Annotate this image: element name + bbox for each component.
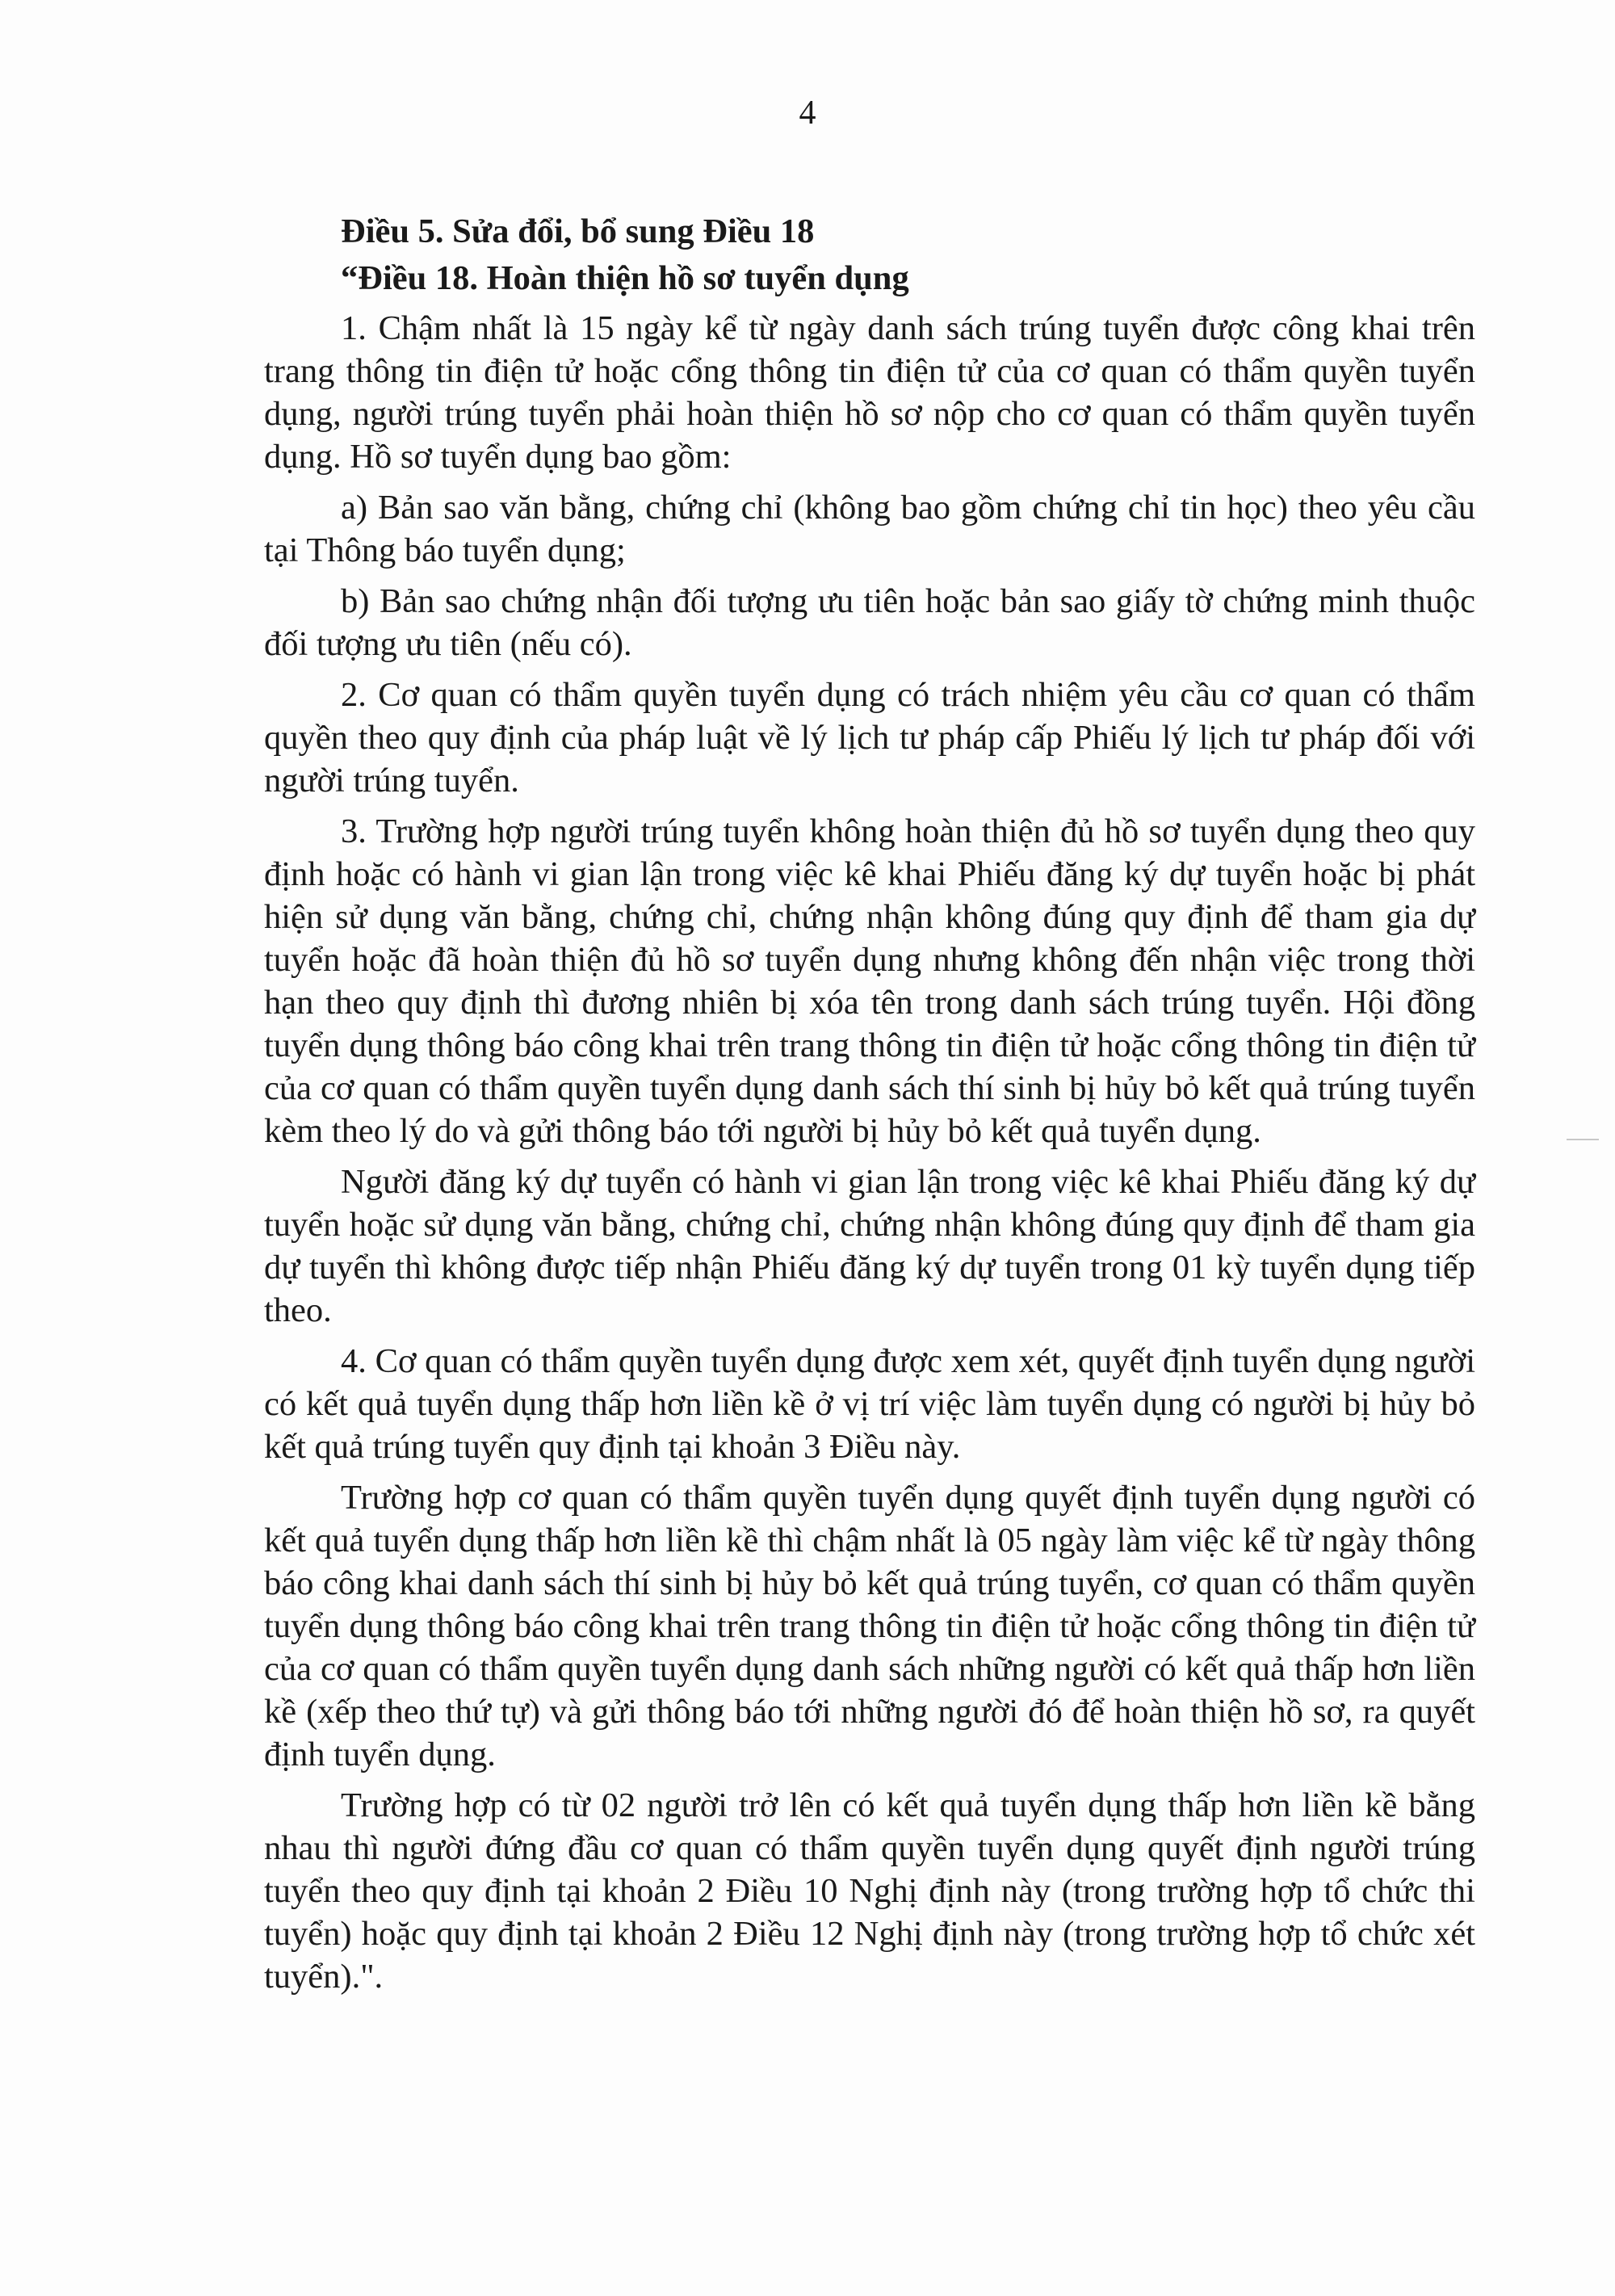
scan-margin-mark <box>1567 1139 1599 1140</box>
section-heading: “Điều 18. Hoàn thiện hồ sơ tuyển dụng <box>341 259 909 297</box>
paragraph-clause-1b: b) Bản sao chứng nhận đối tượng ưu tiên hoặc bản sao giấy tờ chứng minh thuộc đối tượng ưu tiên (nếu có). <box>264 582 1475 663</box>
article-heading: Điều 5. Sửa đổi, bổ sung Điều 18 <box>341 212 815 250</box>
paragraph-clause-3: 3. Trường hợp người trúng tuyển không hoàn thiện đủ hồ sơ tuyển dụng theo quy định hoặc có hành vi gian lận trong việc kê khai Phiếu đăng ký dự tuyển hoặc bị phát hiện sử dụng văn bằng, chứng chỉ, chứng nhận không đúng quy định để tham gia dự tuyển hoặc đã hoàn thiện đủ hồ sơ tuyển dụng nhưng không đến nhận việc trong thời hạn theo quy định thì đương nhiên bị xóa tên trong danh sách trúng tuyển. Hội đồng tuyển dụng thông báo công khai trên trang thông tin điện tử hoặc cổng thông tin điện tử của cơ quan có thẩm quyền tuyển dụng danh sách thí sinh bị hủy bỏ kết quả trúng tuyển kèm theo lý do và gửi thông báo tới người bị hủy bỏ kết quả tuyển dụng. <box>264 812 1475 1150</box>
paragraph-clause-2: 2. Cơ quan có thẩm quyền tuyển dụng có trách nhiệm yêu cầu cơ quan có thẩm quyền theo quy định của pháp luật về lý lịch tư pháp cấp Phiếu lý lịch tư pháp đối với người trúng tuyển. <box>264 676 1475 800</box>
paragraph-clause-4-final: Trường hợp có từ 02 người trở lên có kết quả tuyển dụng thấp hơn liền kề bằng nhau thì người đứng đầu cơ quan có thẩm quyền tuyển dụng quyết định người trúng tuyển theo quy định tại khoản 2 Điều 10 Nghị định này (trong trường hợp tổ chức thi tuyển) hoặc quy định tại khoản 2 Điều 12 Nghị định này (trong trường hợp tổ chức xét tuyển).". <box>264 1786 1475 1996</box>
page-number: 4 <box>799 94 816 132</box>
paragraph-clause-3-cont: Người đăng ký dự tuyển có hành vi gian lận trong việc kê khai Phiếu đăng ký dự tuyển hoặc sử dụng văn bằng, chứng chỉ, chứng nhận không đúng quy định để tham gia dự tuyển thì không được tiếp nhận Phiếu đăng ký dự tuyển trong 01 kỳ tuyển dụng tiếp theo. <box>264 1163 1475 1329</box>
paragraph-clause-4-cont: Trường hợp cơ quan có thẩm quyền tuyển dụng quyết định tuyển dụng người có kết quả tuyển dụng thấp hơn liền kề thì chậm nhất là 05 ngày làm việc kể từ ngày thông báo công khai danh sách thí sinh bị hủy bỏ kết quả trúng tuyển, cơ quan có thẩm quyền tuyển dụng thông báo công khai trên trang thông tin điện tử hoặc cổng thông tin điện tử của cơ quan có thẩm quyền tuyển dụng danh sách những người có kết quả thấp hơn liền kề (xếp theo thứ tự) và gửi thông báo tới những người đó để hoàn thiện hồ sơ, ra quyết định tuyển dụng. <box>264 1479 1475 1773</box>
paragraph-clause-1a: a) Bản sao văn bằng, chứng chỉ (không bao gồm chứng chỉ tin học) theo yêu cầu tại Thông báo tuyển dụng; <box>264 489 1475 569</box>
paragraph-clause-1: 1. Chậm nhất là 15 ngày kể từ ngày danh sách trúng tuyển được công khai trên trang thông tin điện tử hoặc cổng thông tin điện tử của cơ quan có thẩm quyền tuyển dụng, người trúng tuyển phải hoàn thiện hồ sơ nộp cho cơ quan có thẩm quyền tuyển dụng. Hồ sơ tuyển dụng bao gồm: <box>264 309 1475 476</box>
paragraph-clause-4: 4. Cơ quan có thẩm quyền tuyển dụng được xem xét, quyết định tuyển dụng người có kết quả tuyển dụng thấp hơn liền kề ở vị trí việc làm tuyển dụng có người bị hủy bỏ kết quả trúng tuyển quy định tại khoản 3 Điều này. <box>264 1342 1475 1466</box>
document-body <box>264 208 1475 2006</box>
